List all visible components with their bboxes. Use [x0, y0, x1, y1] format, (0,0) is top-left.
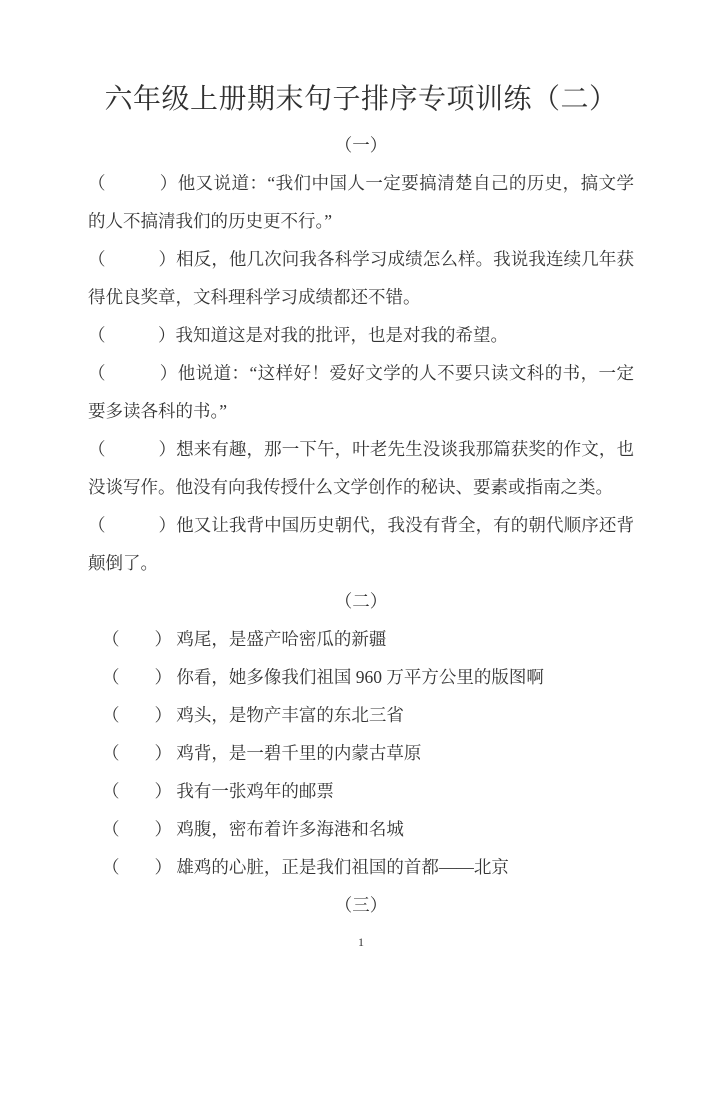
section-heading-1: （一） [334, 135, 388, 155]
document-page [0, 80, 724, 1104]
exercise-item: （ ）他又说道：“我们中国人一定要搞清楚自己的历史，搞文学的人不搞清我们的历史更不行。” [88, 173, 634, 231]
exercise-item: （ ） 鸡腹，密布着许多海港和名城 [102, 819, 404, 839]
section-heading-2: （二） [334, 591, 388, 611]
exercise-item: （ ） 雄鸡的心脏，正是我们祖国的首都——北京 [102, 857, 509, 877]
exercise-item: （ ） 你看，她多像我们祖国 960 万平方公里的版图啊 [102, 667, 544, 687]
section-heading-3: （三） [334, 895, 388, 915]
exercise-item: （ ）想来有趣，那一下午，叶老先生没谈我那篇获奖的作文，也没谈写作。他没有向我传授什么文学创作的秘诀、要素或指南之类。 [88, 439, 634, 497]
page-number: 1 [358, 935, 364, 949]
exercise-item: （ ）我知道这是对我的批评，也是对我的希望。 [88, 325, 508, 345]
exercise-item: （ ）他又让我背中国历史朝代，我没有背全，有的朝代顺序还背颠倒了。 [88, 515, 634, 573]
exercise-item: （ ） 鸡背，是一碧千里的内蒙古草原 [102, 743, 422, 763]
exercise-item: （ ） 鸡头，是物产丰富的东北三省 [102, 705, 404, 725]
document-title: 六年级上册期末句子排序专项训练（二） [104, 84, 618, 115]
exercise-item: （ ） 鸡尾，是盛产哈密瓜的新疆 [102, 629, 387, 649]
exercise-item: （ ）相反，他几次问我各科学习成绩怎么样。我说我连续几年获得优良奖章，文科理科学习成绩都还不错。 [88, 249, 634, 307]
exercise-item: （ ） 我有一张鸡年的邮票 [102, 781, 334, 801]
exercise-item: （ ）他说道：“这样好！爱好文学的人不要只读文科的书，一定要多读各科的书。” [88, 363, 634, 421]
